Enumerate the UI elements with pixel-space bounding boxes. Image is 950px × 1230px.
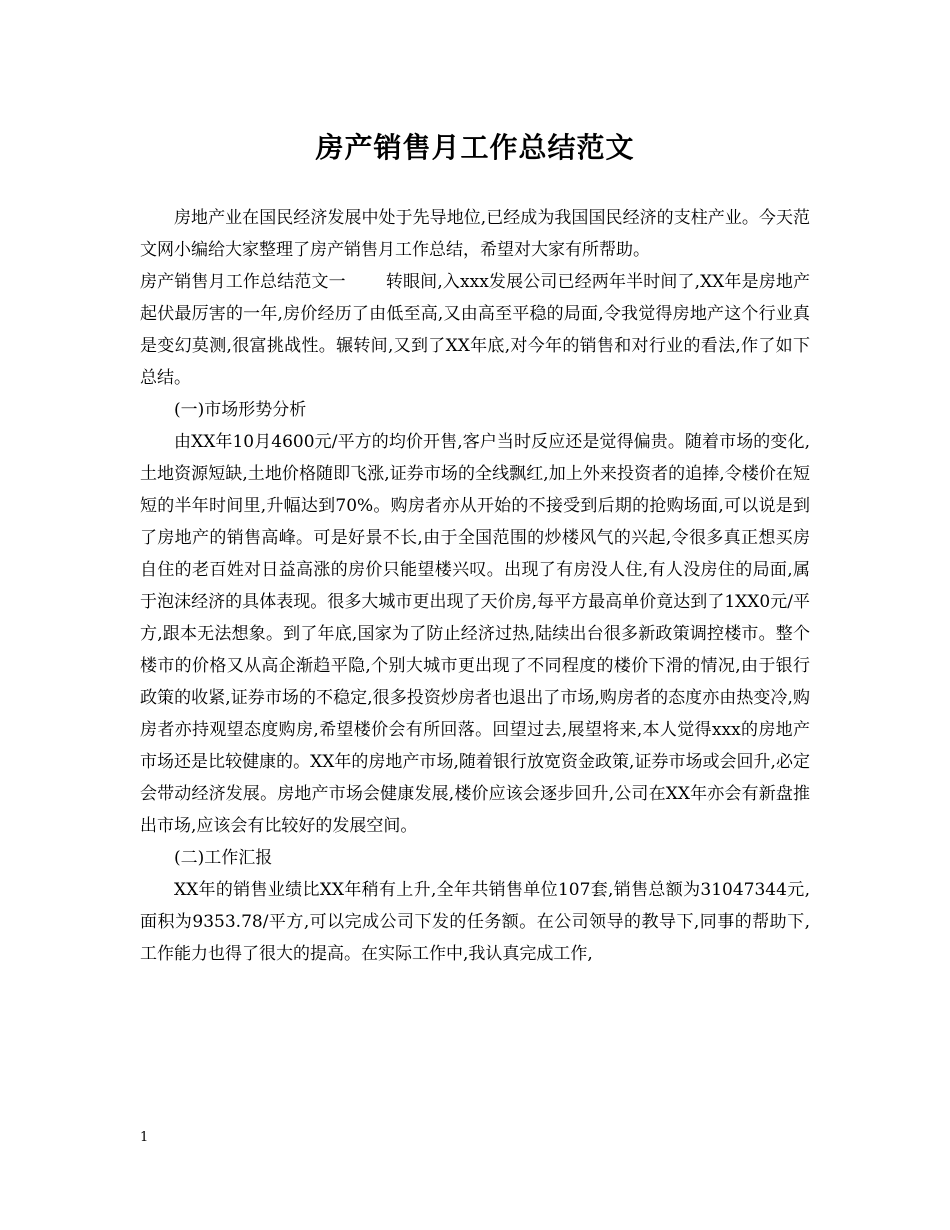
document-title: 房产销售月工作总结范文 xyxy=(315,131,635,164)
paragraph-intro: 房地产业在国民经济发展中处于先导地位,已经成为我国国民经济的支柱产业。今天范文网小编给大家整理了房产销售月工作总结，希望对大家有所帮助。 xyxy=(140,208,810,260)
summary-opening-text: 转眼间,入xxx发展公司已经两年半时间了,XX年是房地产起伏最厉害的一年,房价经历了由低至高,又由高至平稳的局面,令我觉得房地产这个行业真是变幻莫测,很富挑战性。辗转间,又到了XX年底,对今年的销售和对行业的看法,作了如下总结。 xyxy=(140,272,811,388)
page-number: 1 xyxy=(140,1130,149,1145)
section-heading-work-report: (二)工作汇报 xyxy=(174,848,273,868)
document-body xyxy=(140,202,810,970)
section-heading-market-analysis: (一)市场形势分析 xyxy=(174,400,307,420)
summary-heading-label: 房产销售月工作总结范文一 xyxy=(140,272,346,292)
paragraph-work-report: XX年的销售业绩比XX年稍有上升,全年共销售单位107套,销售总额为31047344元,面积为9353.78/平方,可以完成公司下发的任务额。在公司领导的教导下,同事的帮助下,工作能力也得了很大的提高。在实际工作中,我认真完成工作, xyxy=(140,880,810,964)
paragraph-summary-opening xyxy=(140,266,810,394)
paragraph-market-analysis: 由XX年10月4600元/平方的均价开售,客户当时反应还是觉得偏贵。随着市场的变化,土地资源短缺,土地价格随即飞涨,证券市场的全线飘红,加上外来投资者的追捧,令楼价在短短的半年时间里,升幅达到70%。购房者亦从开始的不接受到后期的抢购场面,可以说是到了房地产的销售高峰。可是好景不长,由于全国范围的炒楼风气的兴起,令很多真正想买房自住的老百姓对日益高涨的房价只能望楼兴叹。出现了有房没人住,有人没房住的局面,属于泡沫经济的具体表现。很多大城市更出现了天价房,每平方最高单价竟达到了1XX0元/平方,跟本无法想象。到了年底,国家为了防止经济过热,陆续出台很多新政策调控楼市。整个楼市的价格又从高企渐趋平隐,个别大城市更出现了不同程度的楼价下滑的情况,由于银行政策的收紧,证券市场的不稳定,很多投资炒房者也退出了市场,购房者的态度亦由热变冷,购房者亦持观望态度购房,希望楼价会有所回落。回望过去,展望将来,本人觉得xxx的房地产市场还是比较健康的。XX年的房地产市场,随着银行放宽资金政策,证券市场或会回升,必定会带动经济发展。房地产市场会健康发展,楼价应该会逐步回升,公司在XX年亦会有新盘推出市场,应该会有比较好的发展空间。 xyxy=(140,432,810,836)
